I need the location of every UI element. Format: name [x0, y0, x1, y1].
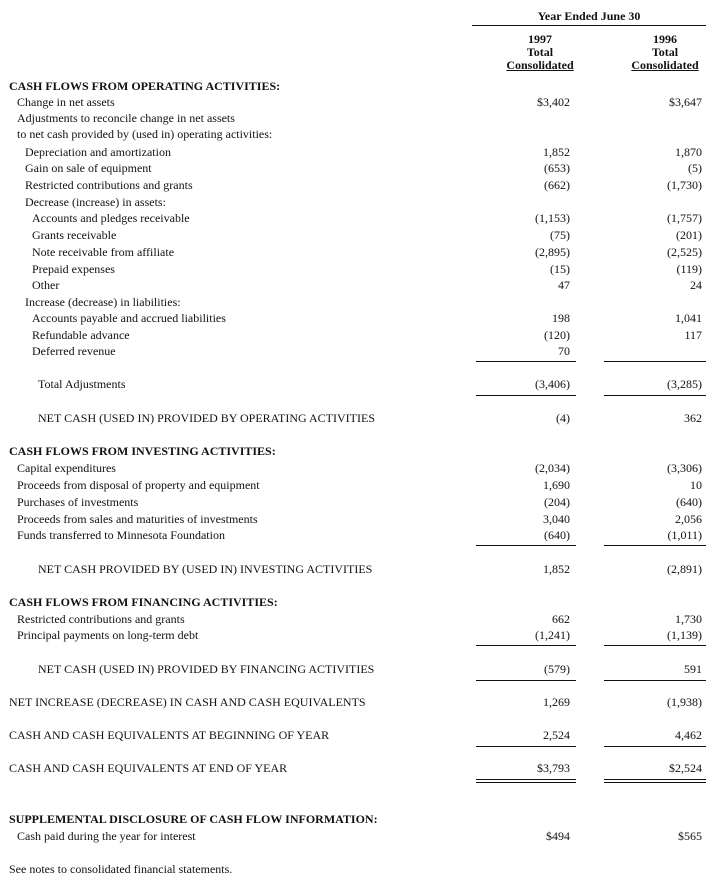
row-label: Increase (decrease) in liabilities: [25, 295, 181, 309]
subtotal-rule-1996 [604, 361, 706, 362]
value-1996: (1,938) [667, 695, 702, 709]
value-1997: (579) [544, 662, 570, 676]
row-label: Total Adjustments [38, 377, 126, 391]
row-label: Note receivable from affiliate [32, 245, 175, 259]
row-label: Proceeds from sales and maturities of investments [17, 512, 258, 526]
row-label: Accounts and pledges receivable [32, 211, 190, 225]
value-1996: (3,285) [667, 377, 702, 391]
value-1997: 662 [552, 612, 570, 626]
column-year-1996: 1996 [653, 32, 677, 46]
row-label: Restricted contributions and grants [25, 178, 193, 192]
subtotal-rule-1997 [476, 361, 576, 362]
table-row [0, 344, 714, 359]
table-row [0, 311, 714, 326]
value-1997: $3,793 [537, 761, 570, 775]
value-1996: 362 [684, 411, 702, 425]
column-header-1996 [615, 33, 714, 72]
table-row [0, 662, 714, 677]
row-label: Proceeds from disposal of property and equipment [17, 478, 260, 492]
table-row [0, 411, 714, 426]
value-1997: 1,852 [543, 562, 570, 576]
row-label: CASH FLOWS FROM FINANCING ACTIVITIES: [9, 595, 278, 609]
subtotal-rule-1997 [476, 645, 576, 646]
value-1997: 1,269 [543, 695, 570, 709]
table-row [0, 512, 714, 527]
table-row [0, 562, 714, 577]
row-label: Adjustments to reconcile change in net assets [17, 111, 235, 125]
value-1997: (15) [550, 262, 570, 276]
value-1996: $565 [678, 829, 702, 843]
row-label: Cash paid during the year for interest [17, 829, 196, 843]
value-1997: (4) [556, 411, 570, 425]
value-1996: $3,647 [669, 95, 702, 109]
value-1996: 10 [690, 478, 702, 492]
value-1996: (640) [676, 495, 702, 509]
subtotal-rule-1996 [604, 395, 706, 396]
section-heading-supplemental [0, 812, 714, 827]
value-1997: (2,895) [535, 245, 570, 259]
row-label: Depreciation and amortization [25, 145, 171, 159]
subtotal-rule-1997 [476, 680, 576, 681]
value-1996: 117 [684, 328, 702, 342]
row-label: Capital expenditures [17, 461, 116, 475]
row-label: NET INCREASE (DECREASE) IN CASH AND CASH EQUIVALENTS [9, 695, 366, 709]
table-row [0, 377, 714, 392]
value-1997: 2,524 [543, 728, 570, 742]
value-1996: 591 [684, 662, 702, 676]
value-1996: (2,891) [667, 562, 702, 576]
value-1997: $494 [546, 829, 570, 843]
table-row [0, 95, 714, 110]
row-label: to net cash provided by (used in) operating activities: [17, 127, 273, 141]
row-label: CASH AND CASH EQUIVALENTS AT BEGINNING OF YEAR [9, 728, 330, 742]
table-row [0, 328, 714, 343]
subtotal-rule-1997 [476, 395, 576, 396]
table-row [0, 478, 714, 493]
value-1996: (1,011) [667, 528, 702, 542]
table-row [0, 495, 714, 510]
table-row [0, 761, 714, 776]
value-1997: (1,153) [535, 211, 570, 225]
table-row [0, 228, 714, 243]
value-1997: (75) [550, 228, 570, 242]
column-total-1997: Total [526, 45, 554, 59]
table-row [0, 278, 714, 293]
row-label: Grants receivable [32, 228, 117, 242]
table-row [0, 178, 714, 193]
row-label: SUPPLEMENTAL DISCLOSURE OF CASH FLOW INFORMATION: [9, 812, 378, 826]
table-row [0, 145, 714, 160]
row-label: CASH AND CASH EQUIVALENTS AT END OF YEAR [9, 761, 288, 775]
value-1997: (662) [544, 178, 570, 192]
row-label: Decrease (increase) in assets: [25, 195, 166, 209]
row-label: Prepaid expenses [32, 262, 115, 276]
table-row [0, 295, 714, 310]
row-label: NET CASH PROVIDED BY (USED IN) INVESTING ACTIVITIES [38, 562, 373, 576]
value-1996: $2,524 [669, 761, 702, 775]
table-row [0, 161, 714, 176]
table-row [0, 461, 714, 476]
table-row [0, 829, 714, 844]
value-1997: (204) [544, 495, 570, 509]
section-heading-financing [0, 595, 714, 610]
total-double-rule-1997 [476, 779, 576, 783]
row-label: CASH FLOWS FROM OPERATING ACTIVITIES: [9, 79, 281, 93]
value-1997: 198 [552, 311, 570, 325]
row-label: Accounts payable and accrued liabilities [32, 311, 226, 325]
value-1997: (3,406) [535, 377, 570, 391]
column-total-1996: Total [651, 45, 679, 59]
subtotal-rule-1996 [604, 680, 706, 681]
row-label: Principal payments on long-term debt [17, 628, 199, 642]
table-row [0, 262, 714, 277]
row-label: NET CASH (USED IN) PROVIDED BY FINANCING ACTIVITIES [38, 662, 375, 676]
value-1996: (1,757) [667, 211, 702, 225]
footnote-text: See notes to consolidated financial statements. [9, 862, 233, 876]
table-row [0, 528, 714, 543]
table-row [0, 628, 714, 643]
value-1997: 1,690 [543, 478, 570, 492]
value-1997: 3,040 [543, 512, 570, 526]
row-label: Other [32, 278, 60, 292]
value-1997: $3,402 [537, 95, 570, 109]
row-label: Change in net assets [17, 95, 115, 109]
value-1996: (1,139) [667, 628, 702, 642]
row-label: CASH FLOWS FROM INVESTING ACTIVITIES: [9, 444, 276, 458]
value-1996: 4,462 [675, 728, 702, 742]
value-1997: 70 [558, 344, 570, 358]
value-1997: (640) [544, 528, 570, 542]
table-row [0, 195, 714, 210]
row-label: Funds transferred to Minnesota Foundation [17, 528, 225, 542]
row-label: Purchases of investments [17, 495, 139, 509]
column-header-1997 [490, 33, 590, 72]
column-year-1997: 1997 [528, 32, 552, 46]
value-1997: (2,034) [535, 461, 570, 475]
value-1996: (5) [688, 161, 702, 175]
value-1997: (1,241) [535, 628, 570, 642]
table-row [0, 111, 714, 126]
value-1996: 2,056 [675, 512, 702, 526]
table-row [0, 211, 714, 226]
header-top-rule [472, 25, 706, 26]
subtotal-rule-1997 [476, 545, 576, 546]
value-1996: (3,306) [667, 461, 702, 475]
subtotal-rule-1996 [604, 545, 706, 546]
total-double-rule-1996 [604, 779, 706, 783]
value-1996: (201) [676, 228, 702, 242]
value-1997: 1,852 [543, 145, 570, 159]
subtotal-rule-1996 [604, 746, 706, 747]
value-1996: 1,041 [675, 311, 702, 325]
row-label: NET CASH (USED IN) PROVIDED BY OPERATING ACTIVITIES [38, 411, 375, 425]
table-row [0, 127, 714, 142]
subtotal-rule-1996 [604, 645, 706, 646]
column-consolidated-1997: Consolidated [506, 58, 574, 72]
value-1996: (119) [676, 262, 702, 276]
column-consolidated-1996: Consolidated [631, 58, 699, 72]
subtotal-rule-1997 [476, 746, 576, 747]
value-1996: (1,730) [667, 178, 702, 192]
value-1996: (2,525) [667, 245, 702, 259]
table-row [0, 695, 714, 710]
table-row [0, 728, 714, 743]
section-heading-investing [0, 444, 714, 459]
value-1996: 1,730 [675, 612, 702, 626]
row-label: Refundable advance [32, 328, 130, 342]
row-label: Gain on sale of equipment [25, 161, 152, 175]
period-heading: Year Ended June 30 [537, 9, 641, 23]
value-1997: 47 [558, 278, 570, 292]
value-1996: 24 [690, 278, 702, 292]
row-label: Deferred revenue [32, 344, 116, 358]
value-1997: (120) [544, 328, 570, 342]
table-row [0, 612, 714, 627]
footnote [0, 862, 714, 877]
value-1997: (653) [544, 161, 570, 175]
row-label: Restricted contributions and grants [17, 612, 185, 626]
section-heading-operating [0, 79, 714, 94]
value-1996: 1,870 [675, 145, 702, 159]
table-row [0, 245, 714, 260]
